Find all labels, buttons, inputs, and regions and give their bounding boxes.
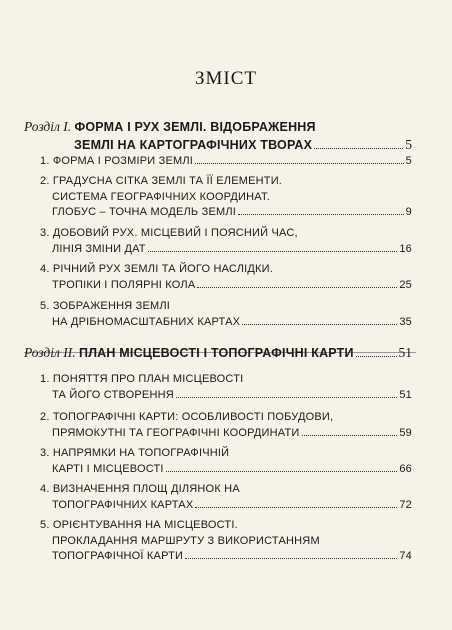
toc-entry-1-3[interactable] <box>40 226 412 257</box>
entry-line: 3. НАПРЯМКИ НА ТОПОГРАФІЧНІЙ <box>40 447 230 459</box>
entry-line: ТОПОГРАФІЧНИХ КАРТАХ <box>52 498 194 511</box>
entry-line: 5. ЗОБРАЖЕННЯ ЗЕМЛІ <box>40 300 171 312</box>
entry-line: ТРОПІКИ І ПОЛЯРНІ КОЛА <box>52 278 196 291</box>
entry-line: 2. ГРАДУСНА СІТКА ЗЕМЛІ ТА ЇЇ ЕЛЕМЕНТИ. <box>40 175 283 187</box>
section-1-page: 5 <box>405 137 412 152</box>
entry-line: ЛІНІЯ ЗМІНИ ДАТ <box>52 242 146 255</box>
section-1-label: Розділ І. <box>24 119 72 134</box>
leader-dots <box>238 214 404 215</box>
toc-entry-2-2[interactable] <box>40 410 412 441</box>
entry-page: 35 <box>399 315 412 328</box>
leader-dots <box>242 324 397 325</box>
entry-line: 3. ДОБОВИЙ РУХ. МІСЦЕВИЙ І ПОЯСНИЙ ЧАС, <box>40 227 298 239</box>
section-2-label: Розділ ІІ. <box>24 345 76 360</box>
leader-dots <box>356 356 397 357</box>
section-1-title-line2: ЗЕМЛІ НА КАРТОГРАФІЧНИХ ТВОРАХ <box>74 138 313 152</box>
entry-line: ГЛОБУС – ТОЧНА МОДЕЛЬ ЗЕМЛІ <box>52 206 237 218</box>
entry-page: 51 <box>399 388 412 401</box>
toc-entry-1-4[interactable] <box>40 262 412 293</box>
entry-page: 5 <box>405 155 412 167</box>
entry-page: 74 <box>399 550 412 562</box>
leader-dots <box>195 507 397 508</box>
entry-line: КАРТІ І МІСЦЕВОСТІ <box>52 462 164 475</box>
section-2-heading <box>24 344 412 362</box>
entry-page: 9 <box>405 206 412 218</box>
section-2-title: ПЛАН МІСЦЕВОСТІ І ТОПОГРАФІЧНІ КАРТИ <box>79 346 354 360</box>
toc-entry-1-2[interactable] <box>40 174 412 221</box>
entry-page: 72 <box>399 498 412 511</box>
entry-page: 25 <box>399 278 412 291</box>
leader-dots <box>302 435 398 436</box>
entry-line: 5. ОРІЄНТУВАННЯ НА МІСЦЕВОСТІ. <box>40 519 238 531</box>
leader-dots <box>314 148 403 149</box>
toc-entry-2-5[interactable] <box>40 518 412 565</box>
entry-page: 16 <box>399 242 412 255</box>
page-title: ЗМІСТ <box>194 68 258 89</box>
leader-dots <box>166 471 398 472</box>
entry-line: ПРЯМОКУТНІ ТА ГЕОГРАФІЧНІ КООРДИНАТИ <box>52 426 300 439</box>
leader-dots <box>185 558 397 559</box>
leader-dots <box>197 287 397 288</box>
entry-line: ПРОКЛАДАННЯ МАРШРУТУ З ВИКОРИСТАННЯМ <box>52 534 320 547</box>
entry-line: 4. РІЧНИЙ РУХ ЗЕМЛІ ТА ЙОГО НАСЛІДКИ. <box>40 263 273 275</box>
entry-line: 1. ПОНЯТТЯ ПРО ПЛАН МІСЦЕВОСТІ <box>40 373 244 385</box>
toc-entry-2-3[interactable] <box>40 446 412 477</box>
entry-line: 2. ТОПОГРАФІЧНІ КАРТИ: ОСОБЛИВОСТІ ПОБУДОВИ, <box>40 411 334 423</box>
entry-line: 4. ВИЗНАЧЕННЯ ПЛОЩ ДІЛЯНОК НА <box>40 483 240 495</box>
toc-entry-2-4[interactable] <box>40 482 412 513</box>
entry-line: НА ДРІБНОМАСШТАБНИХ КАРТАХ <box>52 315 241 328</box>
toc-entry-1-5[interactable] <box>40 299 412 330</box>
toc-entry-2-1[interactable] <box>40 372 412 403</box>
entry-page: 66 <box>399 462 412 475</box>
leader-dots <box>195 163 404 164</box>
entry-line: 1. ФОРМА І РОЗМІРИ ЗЕМЛІ <box>40 155 194 167</box>
section-1-title-line1: ФОРМА І РУХ ЗЕМЛІ. ВІДОБРАЖЕННЯ <box>74 120 316 134</box>
entry-line: ТОПОГРАФІЧНОЇ КАРТИ <box>52 550 184 562</box>
section-1-heading <box>24 118 412 154</box>
section-2-page: 51 <box>398 345 412 360</box>
entry-line: СИСТЕМА ГЕОГРАФІЧНИХ КООРДИНАТ. <box>52 190 270 203</box>
leader-dots <box>148 251 398 252</box>
leader-dots <box>176 397 397 398</box>
entry-page: 59 <box>399 426 412 439</box>
entry-line: ТА ЙОГО СТВОРЕННЯ <box>52 388 174 401</box>
toc-entry-1-1[interactable] <box>40 154 412 170</box>
